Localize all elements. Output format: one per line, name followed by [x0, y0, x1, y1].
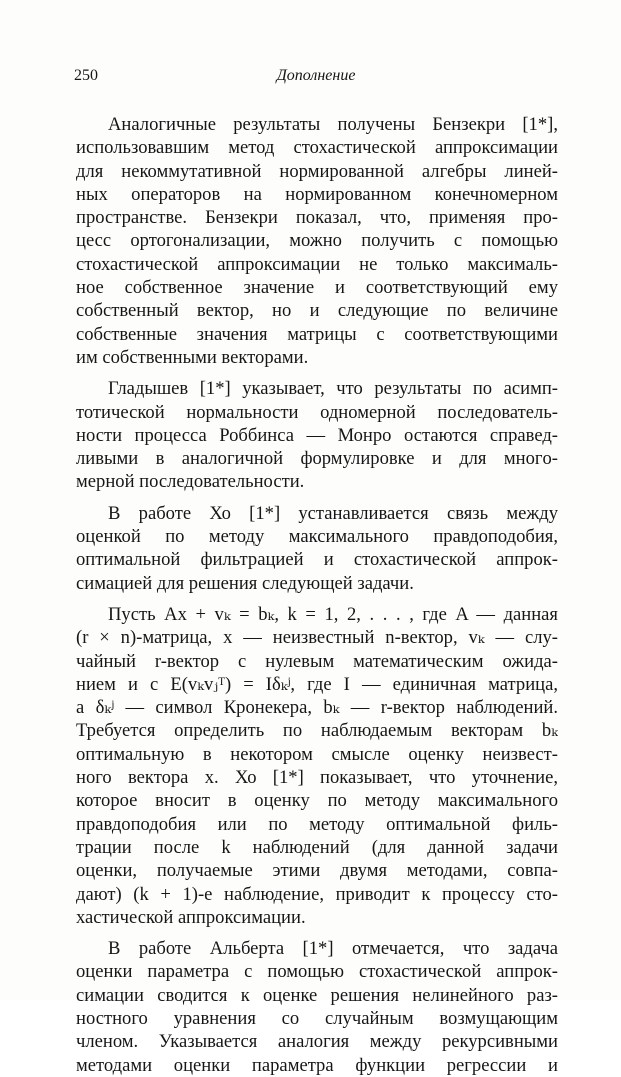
text-line: правдоподобия или по методу оптимальной филь- [76, 813, 558, 835]
text-line: оптимальную в некотором смысле оценку неизвест- [76, 743, 558, 765]
text-line: симацией для решения следующей задачи. [76, 572, 414, 594]
page-header [74, 67, 558, 91]
body-text [76, 113, 558, 1077]
paragraph [76, 113, 558, 369]
text-line: собственные значения матрицы с соответствующими [76, 323, 558, 345]
text-line: для некоммутативной нормированной алгебры линей- [76, 160, 558, 182]
text-line: ностного уравнения со случайным возмущающим [76, 1007, 558, 1029]
text-line: В работе Хо [1*] устанавливается связь между [108, 502, 558, 524]
text-line: дают) (k + 1)-е наблюдение, приводит к процессу сто- [76, 883, 558, 905]
text-line: которое вносит в оценку по методу максимального [76, 790, 558, 812]
text-line: им собственными векторами. [76, 346, 309, 368]
text-line: цесс ортогонализации, можно получить с помощью [76, 230, 558, 252]
paragraph [76, 603, 558, 929]
text-line: оценкой по методу максимального правдоподобия, [76, 526, 558, 548]
page-number: 250 [74, 67, 98, 84]
text-line: оптимальной фильтрацией и стохастической аппрок- [76, 549, 558, 571]
text-line: ного вектора x. Хо [1*] показывает, что уточнение, [76, 767, 558, 789]
text-line: пространстве. Бензекри показал, что, применяя про- [76, 207, 558, 229]
text-line: (r × n)-матрица, x — неизвестный n-вектор, vₖ — слу- [76, 627, 558, 649]
text-line: ливыми в аналогичной формулировке и для многo- [76, 448, 558, 470]
text-line: оценки, получаемые этими двумя методами, совпа- [76, 860, 558, 882]
text-line: ных операторов на нормированном конечномерном [76, 183, 558, 205]
text-line: оценки параметра с помощью стохастической аппрок- [76, 961, 558, 983]
text-line: методами оценки параметра функции регрессии и [76, 1054, 558, 1076]
paragraph [76, 937, 558, 1077]
text-line: чайный r-вектор с нулевым математическим ожида- [76, 650, 558, 672]
text-line: В работе Альберта [1*] отмечается, что задача [108, 938, 558, 960]
text-line: Требуется определить по наблюдаемым векторам bₖ [76, 720, 558, 742]
text-line: ности процесса Роббинса — Монро остаются справед- [76, 424, 558, 446]
text-line: Аналогичные результаты получены Бензекри [1*], [108, 114, 558, 135]
text-line: хастической аппроксимации. [76, 906, 306, 928]
text-line: ное собственное значение и соответствующий ему [76, 277, 558, 299]
paragraph [76, 502, 558, 595]
text-line: тотической нормальности одномерной последователь- [76, 401, 558, 423]
text-line: а δₖʲ — символ Кронекера, bₖ — r-вектор наблюдений. [76, 697, 558, 719]
running-title: Дополнение [276, 67, 356, 84]
text-line: стохастической аппроксимации не только максималь- [76, 253, 558, 275]
text-line: собственный вектор, но и следующие по величине [76, 300, 558, 322]
text-line: симации сводится к оценке решения нелинейного раз- [76, 984, 558, 1006]
text-line: нием и с E(vₖvⱼᵀ) = Iδₖʲ, где I — единичная матрица, [76, 673, 558, 695]
text-line: членом. Указывается аналогия между рекурсивными [76, 1031, 558, 1053]
text-line: мерной последовательности. [76, 471, 305, 493]
text-line: Пусть Ax + vₖ = bₖ, k = 1, 2, . . . , где A — данная [108, 603, 558, 625]
text-line: Гладышев [1*] указывает, что результаты по асимп- [108, 378, 558, 400]
paragraph [76, 377, 558, 493]
text-line: трации после k наблюдений (для данной задачи [76, 836, 558, 858]
text-line: использовавшим метод стохастической аппроксимации [76, 137, 558, 159]
